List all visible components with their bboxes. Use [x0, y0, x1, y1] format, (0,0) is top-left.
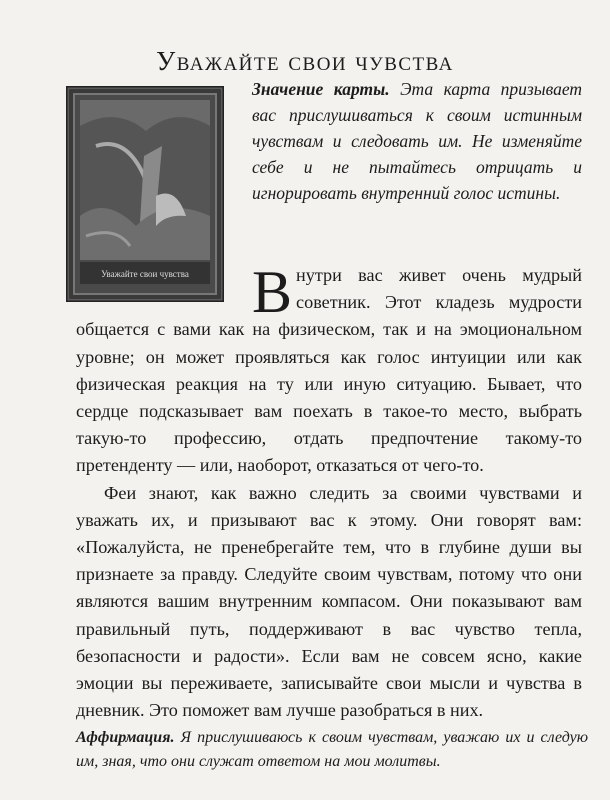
page-title: Уважайте свои чувства — [156, 46, 454, 77]
affirmation-text: Я прислушиваюсь к своим чувствам, уважаю их и следую им, зная, что они служат ответом на мои молитвы. — [76, 729, 588, 770]
paragraph-2: Феи знают, как важно следить за своими чувствами и уважать их, и призывают вас к этому. Они говорят вам: «Пожалуйста, не пренебрегайте тем, что в глубине души вы признаете за правду. Следуйте своим чувствам, потому что они являются вашим внутренним компасом. Они показывают вам правильный путь, поддерживают в вас чувство тепла, безопасности и радости». Если вам не совсем ясно, какие эмоции вы переживаете, записывайте свои мысли и чувства в дневник. Это поможет вам лучше разобраться в них. — [76, 482, 582, 721]
affirmation — [76, 726, 588, 774]
meaning-text: Эта карта призывает вас прислушиваться к своим истинным чувствам и следовать им. Не изменяйте себе и не пытайтесь отрицать и игнорировать внутренний голос истины. — [252, 79, 583, 203]
paragraph-1-text: нутри вас живет очень мудрый советник. Этот кладезь мудрости общается с вами как на физическом, так и на эмоциональном уровне; он может проявляться как голос интуиции или как физическая реакция на ту или иную ситуацию. Бывает, что сердце подсказывает вам поехать в такое-то место, выбрать такую-то профессию, отдать предпочтение такому-то претенденту — или, наоборот, отказаться от чего-то. — [76, 265, 582, 476]
meaning-label: Значение карты. — [252, 79, 390, 99]
card-meaning — [252, 76, 582, 206]
body-text — [76, 259, 582, 724]
card-caption: Уважайте свои чувства — [101, 269, 189, 279]
drop-cap: В — [252, 259, 293, 325]
affirmation-label: Аффирмация. — [76, 729, 175, 746]
